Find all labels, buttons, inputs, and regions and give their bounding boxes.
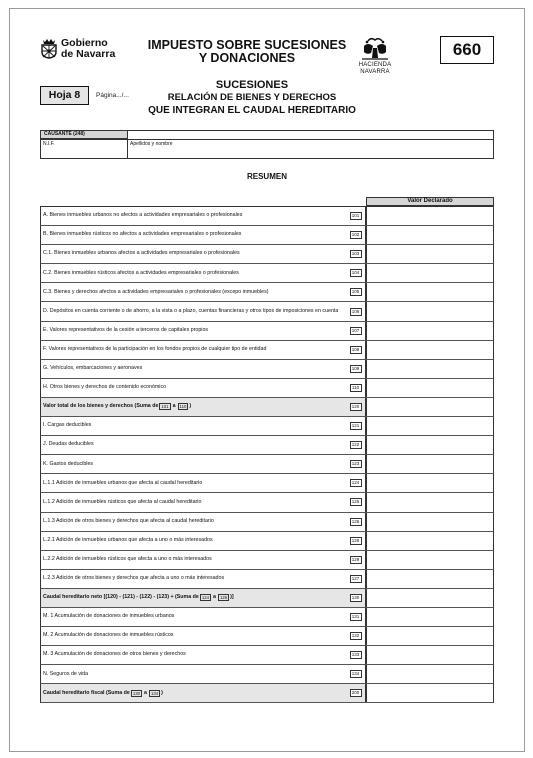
declared-value-field[interactable] [366,455,493,473]
box-code: 108 [350,346,362,354]
row-label-text: L.2.2 Adición de inmuebles rústicos que afecta a uno o más interesados [43,555,212,562]
row-label [43,341,361,359]
row-label [43,302,361,320]
navarra-coat-of-arms-icon [40,38,58,59]
row-label-text: N. Seguros de vida [43,670,89,677]
row-label [43,436,361,454]
box-code: 130 [350,594,362,602]
box-code: 200 [350,689,362,697]
code-reference: 130 [132,690,141,696]
box-code: 104 [350,269,362,277]
box-code: 101 [350,212,362,220]
summary-row [40,474,494,493]
summary-row [40,245,494,264]
row-label-text: H. Otros bienes y derechos de contenido económico [43,384,167,391]
code-cell [346,455,366,473]
declared-value-field[interactable] [366,417,493,435]
summary-row [40,627,494,646]
box-code: 125 [350,498,362,506]
row-label [43,532,361,550]
code-cell [346,532,366,550]
logo-line-2: de Navarra [61,48,116,60]
row-label [43,665,361,683]
code-cell [346,341,366,359]
row-label [43,589,361,607]
box-code: 126 [350,518,362,526]
nif-label: N.I.F. [43,141,55,147]
declared-value-field[interactable] [366,684,493,702]
code-cell [346,322,366,340]
row-label [43,360,361,378]
summary-row [40,283,494,302]
declared-value-field[interactable] [366,322,493,340]
form-title [147,39,347,65]
row-label-text: L.2.3 Adición de otros bienes y derechos que afecta a uno o más interesados [43,575,225,582]
box-code: 103 [350,250,362,258]
row-label-text: L.1.1 Adición de inmuebles urbanos que afecta al caudal hereditario [43,479,203,486]
row-label-text: Caudal hereditario neto [(120) - (121) - (122) - (123) + (Suma de [43,594,199,601]
code-cell [346,513,366,531]
row-label-text: C.2. Bienes inmuebles rústicos afectos a actividades empresariales o profesionales [43,269,239,276]
code-cell [346,684,366,702]
row-label-text: M. 1 Acumulación de donaciones de inmuebles urbanos [43,613,175,620]
box-code: 123 [350,460,362,468]
code-reference: 134 [150,690,159,696]
row-label-text: Valor total de los bienes y derechos (Suma de [43,403,159,410]
hacienda-line-2: NAVARRA [360,68,390,75]
page-indicator: Página.../... [96,92,129,99]
code-cell [346,302,366,320]
summary-row [40,226,494,245]
code-reference: 110 [179,404,187,410]
summary-row [40,436,494,455]
row-label [43,264,361,282]
row-label-text: M. 3 Acumulación de donaciones de otros bienes y derechos [43,651,186,658]
row-label [43,608,361,626]
box-code: 106 [350,308,362,316]
summary-table [40,206,494,703]
row-label [43,245,361,263]
name-label: Apellidos y nombre [130,141,173,147]
row-label-text: I. Cargas deducibles [43,422,92,429]
summary-row [40,684,494,703]
row-label [43,226,361,244]
field-divider [127,140,128,159]
row-label [43,207,361,225]
box-code: 129 [350,556,362,564]
row-label-text: B. Bienes inmuebles rústicos no afectos a actividades empresariales o profesionales [43,231,242,238]
summary-row [40,264,494,283]
box-code: 127 [350,575,362,583]
box-code: 128 [350,537,362,545]
declared-value-field[interactable] [366,493,493,511]
row-label [43,455,361,473]
subtitle-line-1: SUCESIONES [215,79,289,91]
row-label [43,513,361,531]
summary-row [40,341,494,360]
row-label [43,379,361,397]
code-cell [346,627,366,645]
declared-value-field[interactable] [366,665,493,683]
row-label-text: Caudal hereditario fiscal (Suma de [43,689,130,696]
declared-value-field[interactable] [366,570,493,588]
declared-value-field[interactable] [366,532,493,550]
row-label-text: J. Deudas deducibles [43,441,94,448]
code-cell [346,589,366,607]
row-label [43,684,361,702]
box-code: 105 [350,288,362,296]
row-label-text: L.2.1 Adición de inmuebles urbanos que afecta a uno o más interesados [43,536,213,543]
box-code: 124 [350,479,362,487]
row-label-suffix: ) [189,403,192,410]
code-cell [346,226,366,244]
range-connector: a [144,689,147,696]
causante-header: CAUSANTE (248) [40,130,128,139]
row-label-text: C.3. Bienes y derechos afectos a actividades empresariales o profesionales (excepo inmuebles) [43,288,269,295]
declared-value-field[interactable] [366,283,493,301]
box-code: 109 [350,365,362,373]
row-label [43,570,361,588]
code-cell [346,474,366,492]
declared-value-field[interactable] [366,379,493,397]
code-reference: 124 [201,595,210,601]
declared-value-field[interactable] [366,474,493,492]
row-label-suffix: ) [161,689,163,696]
code-cell [346,207,366,225]
row-label-text: L.1.2 Adición de inmuebles rústicos que afecta al caudal hereditario [43,498,202,505]
subtitle-line-2: RELACIÓN DE BIENES Y DERECHOS [167,92,337,103]
summary-row [40,513,494,532]
code-cell [346,264,366,282]
title-line-2: Y DONACIONES [198,51,296,65]
box-code: 120 [350,403,362,411]
hacienda-navarra-logo [352,36,398,75]
row-label-text: K. Gastos deducibles [43,460,94,467]
code-cell [346,436,366,454]
box-code: 133 [350,651,362,659]
summary-row [40,608,494,627]
code-cell [346,417,366,435]
code-cell [346,570,366,588]
declared-value-field[interactable] [366,302,493,320]
box-code: 121 [350,422,362,430]
summary-row [40,532,494,551]
gobierno-navarra-logo [40,38,115,60]
box-code: 110 [350,384,362,392]
row-label [43,551,361,569]
declared-value-field[interactable] [366,513,493,531]
code-cell [346,398,366,416]
row-label [43,474,361,492]
resumen-title: RESUMEN [246,172,287,181]
row-label [43,646,361,664]
summary-row [40,455,494,474]
declared-value-field[interactable] [366,226,493,244]
declared-value-field[interactable] [366,245,493,263]
row-label-text: C.1. Bienes inmuebles urbanos afectos a actividades empresariales o profesionales [43,250,240,257]
summary-row [40,646,494,665]
code-cell [346,551,366,569]
declared-value-field[interactable] [366,341,493,359]
row-label-text: D. Depósitos en cuenta corriente o de ahorro, a la vista o a plazo, cuentas financieras y otros tipos de imposiciones en cuenta [43,307,339,314]
summary-row [40,322,494,341]
row-label [43,627,361,645]
box-code: 122 [350,441,362,449]
subtitle-line-3: QUE INTEGRAN EL CAUDAL HEREDITARIO [148,105,356,116]
summary-row [40,398,494,417]
row-label [43,283,361,301]
causante-section [40,130,494,159]
hacienda-line-1: HACIENDA [358,62,392,68]
code-reference: 101 [161,404,169,410]
form-number: 660 [440,36,494,64]
summary-row [40,570,494,589]
section-title [147,79,357,117]
box-code: 102 [350,231,362,239]
declared-value-field[interactable] [366,207,493,225]
declared-value-field[interactable] [366,608,493,626]
box-code: 107 [350,327,362,335]
value-column-header: Valor Declarado [366,197,494,206]
summary-row [40,665,494,684]
sheet-number: Hoja 8 [40,86,89,105]
box-code: 132 [350,632,362,640]
title-line-1: IMPUESTO SOBRE SUCESIONES [147,38,347,52]
range-connector: a [213,594,216,601]
row-label-text: L.1.3 Adición de otros bienes y derechos que afecta al caudal hereditario [43,517,214,524]
summary-row [40,589,494,608]
row-label-suffix: )] [230,594,234,601]
row-label [43,417,361,435]
code-cell [346,646,366,664]
row-label [43,322,361,340]
logo-line-1: Gobierno [61,37,108,49]
code-cell [346,493,366,511]
code-cell [346,245,366,263]
summary-row [40,360,494,379]
range-connector: a [172,403,176,410]
declared-value-field[interactable] [366,646,493,664]
causante-fields-row [41,139,493,159]
code-cell [346,665,366,683]
hacienda-emblem-icon [358,36,392,62]
summary-row [40,379,494,398]
row-label-text: A. Bienes inmuebles urbanos no afectos a actividades empresariales o profesionales [43,212,243,219]
summary-row [40,417,494,436]
summary-row [40,207,494,226]
summary-row [40,551,494,570]
summary-row [40,302,494,321]
declared-value-field[interactable] [366,360,493,378]
declared-value-field[interactable] [366,551,493,569]
row-label-text: M. 2 Acumulación de donaciones de inmuebles rústicos [43,632,174,639]
box-code: 134 [350,670,362,678]
code-cell [346,360,366,378]
summary-row [40,493,494,512]
code-cell [346,379,366,397]
row-label [43,398,361,416]
declared-value-field[interactable] [366,264,493,282]
declared-value-field[interactable] [366,398,493,416]
code-cell [346,608,366,626]
declared-value-field[interactable] [366,627,493,645]
code-reference: 126 [219,595,228,601]
row-label-text: G. Vehículos, embarcaciones y aeronaves [43,365,143,372]
row-label-text: F. Valores representativos de la participación en los fondos propios de cualquier tipo de entidad [43,345,267,352]
row-label [43,493,361,511]
box-code: 131 [350,613,362,621]
declared-value-field[interactable] [366,589,493,607]
declared-value-field[interactable] [366,436,493,454]
row-label-text: E. Valores representativos de la cesión a terceros de capitales propios [43,326,209,333]
code-cell [346,283,366,301]
